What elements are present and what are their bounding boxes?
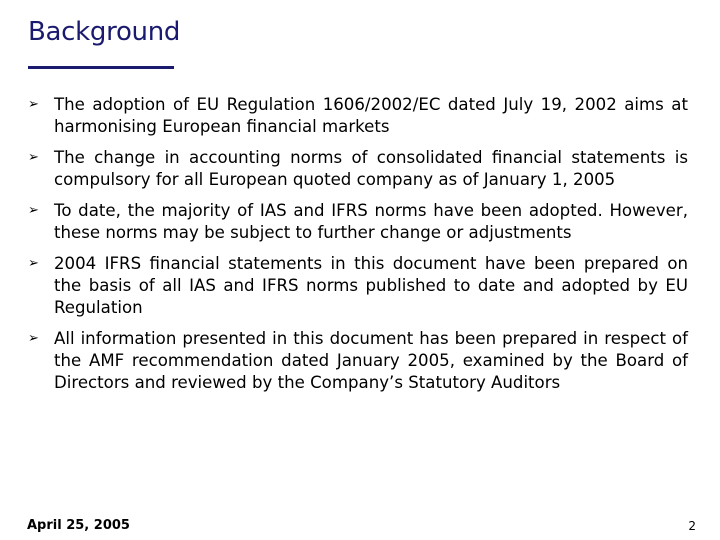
bullet-text: The adoption of EU Regulation 1606/2002/EC dated July 19, 2002 aims at harmonising European financial markets <box>54 95 688 136</box>
bullet-item-5 <box>28 328 688 394</box>
arrow-bullet-icon: ➢ <box>28 331 39 346</box>
bullet-item-2 <box>28 147 688 191</box>
footer-date: April 25, 2005 <box>27 518 130 533</box>
bullet-text: 2004 IFRS financial statements in this document have been prepared on the basis of all IAS and IFRS norms published to date and adopted by EU Regulation <box>54 254 688 317</box>
arrow-bullet-icon: ➢ <box>28 150 39 165</box>
title-underline <box>28 66 174 69</box>
arrow-bullet-icon: ➢ <box>28 97 39 112</box>
bullet-text: All information presented in this document has been prepared in respect of the AMF recommendation dated January 2005, examined by the Board of Directors and reviewed by the Company’s Statutory Auditors <box>54 329 688 392</box>
slide-title: Background <box>28 17 181 47</box>
arrow-bullet-icon: ➢ <box>28 256 39 271</box>
bullet-item-3 <box>28 200 688 244</box>
page-number: 2 <box>688 519 696 533</box>
arrow-bullet-icon: ➢ <box>28 203 39 218</box>
bullet-list <box>28 94 688 403</box>
bullet-item-4 <box>28 253 688 319</box>
bullet-item-1 <box>28 94 688 138</box>
bullet-text: To date, the majority of IAS and IFRS norms have been adopted. However, these norms may be subject to further change or adjustments <box>54 201 688 242</box>
bullet-text: The change in accounting norms of consolidated financial statements is compulsory for all European quoted company as of January 1, 2005 <box>54 148 688 189</box>
